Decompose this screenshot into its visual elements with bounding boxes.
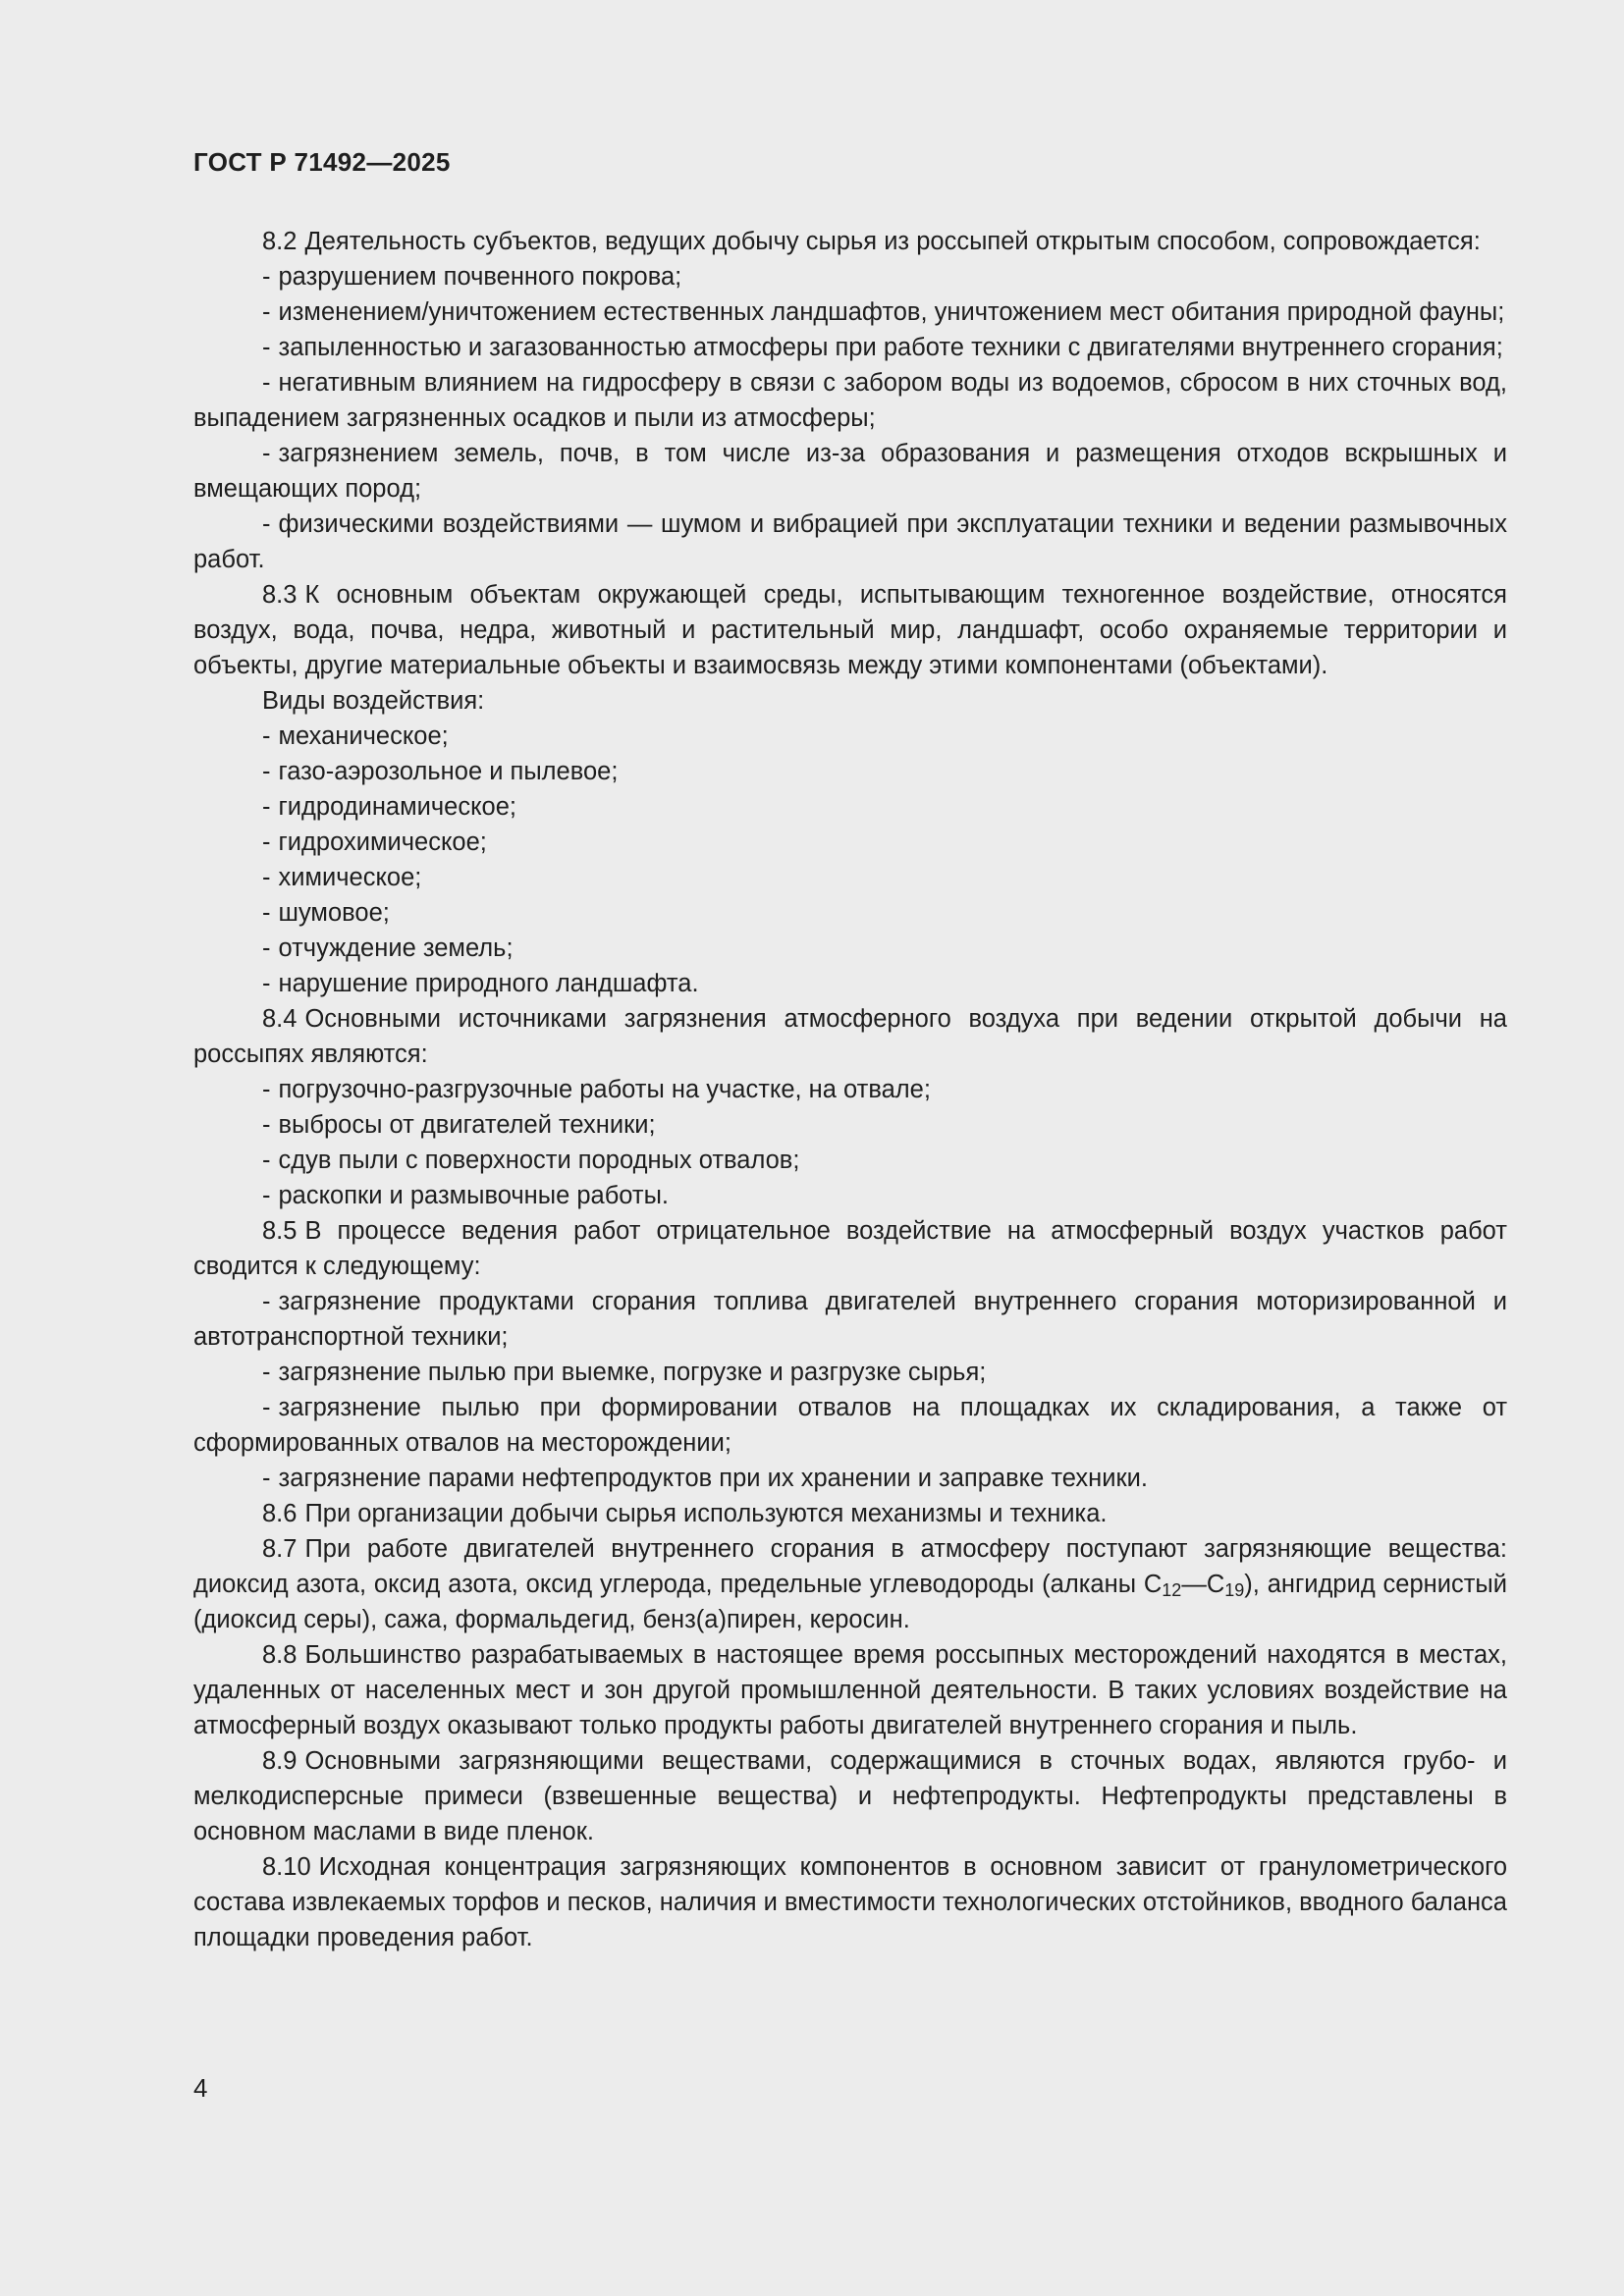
list-item-text: негативным влиянием на гидросферу в связи с забором воды из водоемов, сбросом в них сточных вод, выпадением загрязненных осадков и пыли из атмосферы; (193, 369, 1507, 432)
list-item: - выбросы от двигателей техники; (262, 1111, 656, 1139)
list-item-text: гидродинамическое; (278, 793, 516, 821)
clause-8-7 (193, 1531, 1507, 1637)
clause-number: 8.2 (262, 228, 298, 255)
clause-number: 8.10 (262, 1853, 311, 1881)
list-item-text: загрязнение продуктами сгорания топлива двигателей внутреннего сгорания моторизированной и автотранспортной техники; (193, 1288, 1507, 1351)
list-item-text: шумовое; (278, 899, 390, 927)
list-item: - загрязнение пылью при выемке, погрузке и разгрузке сырья; (262, 1359, 987, 1386)
list-item: - погрузочно-разгрузочные работы на участке, на отвале; (262, 1076, 931, 1103)
list-item-text: выбросы от двигателей техники; (278, 1111, 656, 1139)
clause-text-part: ), ангидрид сернистый (диоксид серы), сажа, формальдегид, бенз(а)пирен, керосин. (193, 1571, 1507, 1633)
clause-number: 8.6 (262, 1500, 298, 1527)
list-item-text: отчуждение земель; (278, 934, 514, 962)
list-item: - запыленностью и загазованностью атмосферы при работе техники с двигателями внутреннего сгорания; (262, 334, 1503, 361)
clause-text-part: При работе двигателей внутреннего сгорания в атмосферу поступают загрязняющие вещества: диоксид азота, оксид азота, оксид углерода, предельные углеводороды (алканы C (193, 1535, 1507, 1598)
clause-number: 8.5 (262, 1217, 298, 1245)
list-item-text: гидрохимическое; (278, 828, 487, 856)
page-number: 4 (193, 2073, 208, 2103)
list-item-text: механическое; (278, 722, 449, 750)
clause-text: Исходная концентрация загрязняющих компонентов в основном зависит от гранулометрического состава извлекаемых торфов и песков, наличия и вместимости технологических отстойников, вводного баланса площадки проведения работ. (193, 1853, 1507, 1951)
list-item: - сдув пыли с поверхности породных отвалов; (262, 1147, 800, 1174)
document-body (193, 224, 1507, 1955)
clause-8-9 (193, 1743, 1507, 1849)
clause-8-4 (193, 1001, 1507, 1072)
list-item-text: физическими воздействиями — шумом и вибрацией при эксплуатации техники и ведении размывочных работ. (193, 510, 1507, 573)
clause-number: 8.8 (262, 1641, 298, 1669)
clause-text: Большинство разрабатываемых в настоящее время россыпных месторождений находятся в местах, удаленных от населенных мест и зон другой промышленной деятельности. В таких условиях воздействие на атмосферный воздух оказывают только продукты работы двигателей внутреннего сгорания и пыль. (193, 1641, 1507, 1739)
clause-8-8 (193, 1637, 1507, 1743)
list-item-text: запыленностью и загазованностью атмосферы при работе техники с двигателями внутреннего сгорания; (278, 334, 1503, 361)
list-item-text: раскопки и размывочные работы. (278, 1182, 670, 1209)
clause-number: 8.9 (262, 1747, 298, 1775)
list-item-text: изменением/уничтожением естественных ландшафтов, уничтожением мест обитания природной фауны; (278, 298, 1505, 326)
subscript: 12 (1162, 1580, 1182, 1600)
clause-8-5 (193, 1213, 1507, 1284)
clause-text-part: —C (1181, 1571, 1225, 1598)
clause-text: Основными загрязняющими веществами, содержащимися в сточных водах, являются грубо- и мелкодисперсные примеси (взвешенные вещества) и нефтепродукты. Нефтепродукты представлены в основном маслами в виде пленок. (193, 1747, 1507, 1845)
list-item-text: химическое; (278, 864, 422, 891)
clause-text: В процессе ведения работ отрицательное воздействие на атмосферный воздух участков работ сводится к следующему: (193, 1217, 1507, 1280)
clause-8-10 (193, 1849, 1507, 1955)
list-item-text: загрязнение пылью при выемке, погрузке и разгрузке сырья; (278, 1359, 987, 1386)
list-item: - негативным влиянием на гидросферу в связи с забором воды из водоемов, сбросом в них сточных вод, выпадением загрязненных осадков и пыли из атмосферы; (193, 369, 1507, 432)
list-item-text: загрязнение парами нефтепродуктов при их хранении и заправке техники. (278, 1465, 1148, 1492)
clause-8-2 (193, 224, 1507, 259)
list-item: - гидродинамическое; (262, 793, 516, 821)
list-item: - загрязнение продуктами сгорания топлива двигателей внутреннего сгорания моторизированной и автотранспортной техники; (193, 1288, 1507, 1351)
list-item: - гидрохимическое; (262, 828, 487, 856)
list-item: - разрушением почвенного покрова; (262, 263, 682, 291)
clause-number: 8.4 (262, 1005, 298, 1033)
list-item: - раскопки и размывочные работы. (262, 1182, 670, 1209)
list-item: - загрязнение парами нефтепродуктов при их хранении и заправке техники. (262, 1465, 1148, 1492)
list-item: - шумовое; (262, 899, 390, 927)
list-item: - изменением/уничтожением естественных ландшафтов, уничтожением мест обитания природной фауны; (262, 298, 1505, 326)
list-item-text: сдув пыли с поверхности породных отвалов; (278, 1147, 800, 1174)
list-item: - загрязнение пылью при формировании отвалов на площадках их складирования, а также от сформированных отвалов на месторождении; (193, 1394, 1507, 1457)
list-item: - отчуждение земель; (262, 934, 514, 962)
clause-number: 8.7 (262, 1535, 298, 1563)
list-item: - химическое; (262, 864, 422, 891)
clause-8-6 (193, 1496, 1507, 1531)
list-item-text: погрузочно-разгрузочные работы на участке, на отвале; (278, 1076, 931, 1103)
document-code-header: ГОСТ Р 71492—2025 (193, 147, 451, 177)
clause-text: К основным объектам окружающей среды, испытывающим техногенное воздействие, относятся воздух, вода, почва, недра, животный и растительный мир, ландшафт, особо охраняемые территории и объекты, другие материальные объекты и взаимосвязь между этими компонентами (объектами). (193, 581, 1507, 679)
clause-text: Деятельность субъектов, ведущих добычу сырья из россыпей открытым способом, сопровождается: (304, 228, 1481, 255)
list-item-text: газо-аэрозольное и пылевое; (278, 758, 619, 785)
list-item: - газо-аэрозольное и пылевое; (262, 758, 619, 785)
list-item-text: загрязнение пылью при формировании отвалов на площадках их складирования, а также от сформированных отвалов на месторождении; (193, 1394, 1507, 1457)
impact-types-heading: Виды воздействия: (262, 687, 485, 715)
list-item: - механическое; (262, 722, 449, 750)
list-item: - загрязнением земель, почв, в том числе из-за образования и размещения отходов вскрышных и вмещающих пород; (193, 440, 1507, 503)
clause-text: Основными источниками загрязнения атмосферного воздуха при ведении открытой добычи на россыпях являются: (193, 1005, 1507, 1068)
clause-text: При организации добычи сырья используются механизмы и техника. (304, 1500, 1108, 1527)
list-item: - нарушение природного ландшафта. (262, 970, 699, 997)
list-item-text: нарушение природного ландшафта. (278, 970, 699, 997)
clause-number: 8.3 (262, 581, 298, 609)
list-item: - физическими воздействиями — шумом и вибрацией при эксплуатации техники и ведении размывочных работ. (193, 510, 1507, 573)
list-item-text: разрушением почвенного покрова; (278, 263, 682, 291)
list-item-text: загрязнением земель, почв, в том числе из-за образования и размещения отходов вскрышных и вмещающих пород; (193, 440, 1507, 503)
subscript: 19 (1224, 1580, 1245, 1600)
clause-8-3 (193, 577, 1507, 683)
